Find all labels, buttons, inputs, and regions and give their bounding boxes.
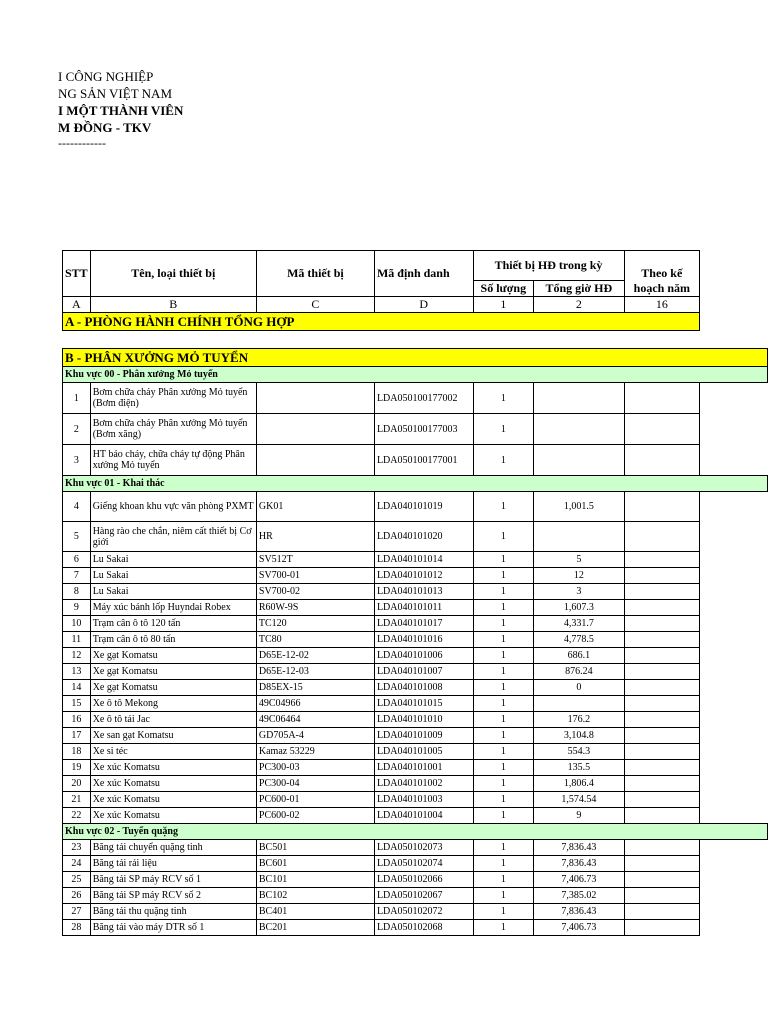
zone-02-row	[63, 824, 768, 840]
section-a-row	[63, 313, 768, 331]
zone-00-body	[63, 383, 768, 476]
cell-qty: 1	[473, 552, 534, 568]
cell-hours: 1,607.3	[534, 600, 624, 616]
cell-code: BC201	[256, 920, 374, 936]
table-row	[63, 872, 768, 888]
table-row	[63, 776, 768, 792]
table-row	[63, 616, 768, 632]
table-row	[63, 584, 768, 600]
cell-stt: 28	[63, 920, 91, 936]
cell-id: LDA040101008	[374, 680, 473, 696]
cell-hours: 12	[534, 568, 624, 584]
table-row	[63, 712, 768, 728]
cell-hours: 876.24	[534, 664, 624, 680]
cell-code: PC600-01	[256, 792, 374, 808]
cell-id: LDA040101017	[374, 616, 473, 632]
cell-name: Giếng khoan khu vực văn phòng PXMT	[90, 492, 256, 522]
org-separator: ------------	[58, 136, 106, 150]
cell-hours: 4,331.7	[534, 616, 624, 632]
cell-plan	[624, 888, 700, 904]
cell-plan	[624, 664, 700, 680]
cell-plan	[624, 920, 700, 936]
header-code: Mã thiết bị	[256, 251, 374, 297]
cell-name: Xe xúc Komatsu	[90, 792, 256, 808]
cell-code: D65E-12-02	[256, 648, 374, 664]
cell-hours	[534, 522, 624, 552]
cell-name: Hàng rào che chắn, niêm cất thiết bị Cơ giới	[90, 522, 256, 552]
cell-qty: 1	[473, 696, 534, 712]
cell-outside	[700, 744, 768, 760]
cell-stt: 18	[63, 744, 91, 760]
spacer-cell	[63, 331, 768, 349]
cell-hours: 9	[534, 808, 624, 824]
cell-plan	[624, 383, 700, 414]
cell-outside	[700, 584, 768, 600]
cell-hours	[534, 696, 624, 712]
cell-stt: 19	[63, 760, 91, 776]
cell-plan	[624, 728, 700, 744]
cell-qty: 1	[473, 776, 534, 792]
cell-plan	[624, 776, 700, 792]
cell-hours: 1,001.5	[534, 492, 624, 522]
cell-stt: 14	[63, 680, 91, 696]
table-row	[63, 792, 768, 808]
header-id: Mã định danh	[374, 251, 473, 297]
cell-id: LDA040101019	[374, 492, 473, 522]
letter-c: C	[256, 297, 374, 313]
table-row	[63, 492, 768, 522]
cell-stt: 17	[63, 728, 91, 744]
cell-hours: 7,385.02	[534, 888, 624, 904]
cell-name: Băng tải vào máy DTR số 1	[90, 920, 256, 936]
cell-code: BC401	[256, 904, 374, 920]
cell-name: Băng tải SP máy RCV số 1	[90, 872, 256, 888]
cell-name: Bơm chữa cháy Phân xưởng Mỏ tuyển (Bơm điện)	[90, 383, 256, 414]
cell-outside	[700, 664, 768, 680]
cell-id: LDA040101007	[374, 664, 473, 680]
header-outside	[700, 266, 768, 281]
cell-qty: 1	[473, 920, 534, 936]
cell-outside	[700, 728, 768, 744]
cell-outside	[700, 600, 768, 616]
cell-plan	[624, 445, 700, 476]
cell-qty: 1	[473, 584, 534, 600]
cell-code: TC80	[256, 632, 374, 648]
cell-qty: 1	[473, 792, 534, 808]
cell-outside	[700, 808, 768, 824]
table-row	[63, 888, 768, 904]
cell-name: Xe xúc Komatsu	[90, 776, 256, 792]
cell-name: Lu Sakai	[90, 568, 256, 584]
cell-id: LDA050100177003	[374, 414, 473, 445]
table-row	[63, 568, 768, 584]
cell-id: LDA050100177002	[374, 383, 473, 414]
table-row	[63, 632, 768, 648]
cell-stt: 27	[63, 904, 91, 920]
table-row	[63, 760, 768, 776]
cell-id: LDA050100177001	[374, 445, 473, 476]
cell-code: PC300-03	[256, 760, 374, 776]
cell-id: LDA040101006	[374, 648, 473, 664]
table-row	[63, 840, 768, 856]
cell-plan	[624, 492, 700, 522]
letter-a: A	[63, 297, 91, 313]
cell-stt: 10	[63, 616, 91, 632]
cell-stt: 23	[63, 840, 91, 856]
cell-id: LDA050102067	[374, 888, 473, 904]
cell-id: LDA040101001	[374, 760, 473, 776]
cell-id: LDA050102068	[374, 920, 473, 936]
cell-stt: 4	[63, 492, 91, 522]
cell-code: BC101	[256, 872, 374, 888]
equipment-sheet	[62, 250, 768, 936]
cell-name: Xe xúc Komatsu	[90, 808, 256, 824]
section-b-row	[63, 349, 768, 367]
cell-qty: 1	[473, 904, 534, 920]
table-row	[63, 552, 768, 568]
cell-code: Kamaz 53229	[256, 744, 374, 760]
cell-name: Xe gạt Komatsu	[90, 648, 256, 664]
cell-hours	[534, 383, 624, 414]
cell-hours: 135.5	[534, 760, 624, 776]
cell-hours: 686.1	[534, 648, 624, 664]
cell-plan	[624, 744, 700, 760]
cell-plan	[624, 414, 700, 445]
header-active-group: Thiết bị HĐ trong kỳ	[473, 251, 624, 281]
cell-plan	[624, 648, 700, 664]
cell-plan	[624, 584, 700, 600]
cell-outside	[700, 872, 768, 888]
cell-name: Xe ô tô Mekong	[90, 696, 256, 712]
cell-qty: 1	[473, 664, 534, 680]
cell-code: R60W-9S	[256, 600, 374, 616]
cell-stt: 1	[63, 383, 91, 414]
header-name: Tên, loại thiết bị	[90, 251, 256, 297]
zone-01-body	[63, 492, 768, 824]
header-qty: Số lượng	[473, 281, 534, 297]
cell-plan	[624, 680, 700, 696]
cell-stt: 25	[63, 872, 91, 888]
cell-qty: 1	[473, 648, 534, 664]
cell-name: Máy xúc bánh lốp Huyndai Robex	[90, 600, 256, 616]
org-line-2: NG SẢN VIỆT NAM	[58, 86, 172, 101]
cell-id: LDA040101011	[374, 600, 473, 616]
cell-code	[256, 383, 374, 414]
table-header-row-1	[63, 251, 768, 266]
cell-stt: 6	[63, 552, 91, 568]
cell-plan	[624, 856, 700, 872]
cell-outside	[700, 712, 768, 728]
cell-id: LDA040101012	[374, 568, 473, 584]
cell-stt: 13	[63, 664, 91, 680]
table-row	[63, 744, 768, 760]
cell-qty: 1	[473, 808, 534, 824]
cell-plan	[624, 840, 700, 856]
cell-stt: 8	[63, 584, 91, 600]
section-a-title: A - PHÒNG HÀNH CHÍNH TỔNG HỢP	[63, 313, 700, 331]
table-row	[63, 648, 768, 664]
table-row	[63, 664, 768, 680]
cell-qty: 1	[473, 414, 534, 445]
equipment-table	[62, 250, 768, 936]
cell-qty: 1	[473, 856, 534, 872]
cell-stt: 24	[63, 856, 91, 872]
cell-hours: 7,836.43	[534, 904, 624, 920]
cell-outside	[700, 414, 768, 445]
cell-outside	[700, 297, 768, 313]
cell-hours: 5	[534, 552, 624, 568]
cell-outside	[700, 792, 768, 808]
cell-id: LDA050102066	[374, 872, 473, 888]
table-row	[63, 445, 768, 476]
cell-code: BC102	[256, 888, 374, 904]
cell-stt: 7	[63, 568, 91, 584]
zone-01-row	[63, 476, 768, 492]
cell-plan	[624, 552, 700, 568]
cell-code: BC601	[256, 856, 374, 872]
letter-1: 1	[473, 297, 534, 313]
cell-stt: 3	[63, 445, 91, 476]
organization-header	[58, 68, 183, 150]
cell-stt: 11	[63, 632, 91, 648]
cell-hours: 4,778.5	[534, 632, 624, 648]
cell-hours: 7,406.73	[534, 872, 624, 888]
cell-hours: 176.2	[534, 712, 624, 728]
cell-outside	[700, 680, 768, 696]
cell-stt: 16	[63, 712, 91, 728]
cell-plan	[624, 808, 700, 824]
cell-code: GD705A-4	[256, 728, 374, 744]
letter-2: 2	[534, 297, 624, 313]
zone-02-title: Khu vực 02 - Tuyển quặng	[63, 824, 768, 840]
cell-name: Lu Sakai	[90, 584, 256, 600]
cell-qty: 1	[473, 680, 534, 696]
table-row	[63, 680, 768, 696]
cell-outside	[700, 616, 768, 632]
cell-hours: 7,836.43	[534, 840, 624, 856]
table-row	[63, 920, 768, 936]
cell-name: Xe gạt Komatsu	[90, 664, 256, 680]
cell-outside	[700, 888, 768, 904]
cell-plan	[624, 600, 700, 616]
cell-stt: 26	[63, 888, 91, 904]
cell-outside	[700, 552, 768, 568]
table-row	[63, 856, 768, 872]
column-letters-row	[63, 297, 768, 313]
cell-stt: 21	[63, 792, 91, 808]
cell-code	[256, 445, 374, 476]
cell-qty: 1	[473, 568, 534, 584]
cell-qty: 1	[473, 616, 534, 632]
cell-outside	[700, 648, 768, 664]
letter-b: B	[90, 297, 256, 313]
cell-id: LDA040101009	[374, 728, 473, 744]
zone-02-body	[63, 840, 768, 936]
cell-name: Trạm cân ô tô 120 tấn	[90, 616, 256, 632]
cell-stt: 15	[63, 696, 91, 712]
table-row	[63, 728, 768, 744]
cell-id: LDA040101005	[374, 744, 473, 760]
cell-stt: 12	[63, 648, 91, 664]
header-hours: Tổng giờ HĐ	[534, 281, 624, 297]
cell-plan	[624, 568, 700, 584]
cell-qty: 1	[473, 383, 534, 414]
cell-code: GK01	[256, 492, 374, 522]
cell-qty: 1	[473, 872, 534, 888]
cell-hours: 0	[534, 680, 624, 696]
cell-hours: 7,406.73	[534, 920, 624, 936]
cell-id: LDA040101013	[374, 584, 473, 600]
table-row	[63, 904, 768, 920]
zone-00-title: Khu vực 00 - Phân xưởng Mỏ tuyển	[63, 367, 768, 383]
cell-code: PC300-04	[256, 776, 374, 792]
cell-qty: 1	[473, 728, 534, 744]
cell-id: LDA040101014	[374, 552, 473, 568]
cell-qty: 1	[473, 888, 534, 904]
cell-code: HR	[256, 522, 374, 552]
cell-stt: 22	[63, 808, 91, 824]
cell-plan	[624, 696, 700, 712]
cell-id: LDA050102074	[374, 856, 473, 872]
cell-plan	[624, 792, 700, 808]
cell-hours: 1,574.54	[534, 792, 624, 808]
cell-name: HT báo cháy, chữa cháy tự động Phân xưởng Mỏ tuyển	[90, 445, 256, 476]
header-outside	[700, 281, 768, 297]
cell-outside	[700, 632, 768, 648]
table-row	[63, 383, 768, 414]
header-stt: STT	[63, 251, 91, 297]
cell-id: LDA040101003	[374, 792, 473, 808]
spacer-row	[63, 331, 768, 349]
cell-id: LDA040101004	[374, 808, 473, 824]
cell-code	[256, 414, 374, 445]
header-outside	[700, 251, 768, 266]
cell-qty: 1	[473, 760, 534, 776]
cell-id: LDA040101020	[374, 522, 473, 552]
cell-hours: 3,104.8	[534, 728, 624, 744]
cell-outside	[700, 776, 768, 792]
cell-plan	[624, 616, 700, 632]
cell-name: Xe san gạt Komatsu	[90, 728, 256, 744]
cell-stt: 5	[63, 522, 91, 552]
cell-name: Xe gạt Komatsu	[90, 680, 256, 696]
cell-name: Lu Sakai	[90, 552, 256, 568]
cell-id: LDA050102072	[374, 904, 473, 920]
cell-outside	[700, 904, 768, 920]
cell-hours: 3	[534, 584, 624, 600]
org-line-3: I MỘT THÀNH VIÊN	[58, 103, 184, 118]
cell-name: Băng tải SP máy RCV số 2	[90, 888, 256, 904]
cell-plan	[624, 712, 700, 728]
org-line-1: I CÔNG NGHIỆP	[58, 69, 154, 84]
cell-name: Xe si téc	[90, 744, 256, 760]
cell-id: LDA040101010	[374, 712, 473, 728]
cell-outside	[700, 568, 768, 584]
cell-plan	[624, 522, 700, 552]
letter-16: 16	[624, 297, 700, 313]
cell-outside	[700, 920, 768, 936]
table-row	[63, 600, 768, 616]
cell-code: TC120	[256, 616, 374, 632]
cell-outside	[700, 522, 768, 552]
table-row	[63, 522, 768, 552]
cell-code: BC501	[256, 840, 374, 856]
cell-code: 49C04966	[256, 696, 374, 712]
cell-code: PC600-02	[256, 808, 374, 824]
cell-name: Băng tải rải liệu	[90, 856, 256, 872]
cell-code: SV700-01	[256, 568, 374, 584]
cell-id: LDA040101016	[374, 632, 473, 648]
cell-outside	[700, 856, 768, 872]
cell-hours: 7,836.43	[534, 856, 624, 872]
cell-stt: 9	[63, 600, 91, 616]
cell-name: Băng tải thu quặng tinh	[90, 904, 256, 920]
cell-outside	[700, 492, 768, 522]
cell-qty: 1	[473, 840, 534, 856]
cell-outside	[700, 760, 768, 776]
table-row	[63, 696, 768, 712]
header-plan: Theo kế hoạch năm	[624, 266, 700, 297]
zone-00-row	[63, 367, 768, 383]
header-plan-top	[624, 251, 700, 266]
cell-qty: 1	[473, 744, 534, 760]
cell-name: Băng tải chuyển quặng tinh	[90, 840, 256, 856]
table-row	[63, 808, 768, 824]
cell-hours	[534, 445, 624, 476]
cell-qty: 1	[473, 600, 534, 616]
cell-qty: 1	[473, 712, 534, 728]
cell-name: Trạm cân ô tô 80 tấn	[90, 632, 256, 648]
cell-name: Xe xúc Komatsu	[90, 760, 256, 776]
cell-qty: 1	[473, 445, 534, 476]
cell-code: D65E-12-03	[256, 664, 374, 680]
cell-id: LDA050102073	[374, 840, 473, 856]
org-line-4: M ĐỒNG - TKV	[58, 120, 152, 135]
cell-stt: 2	[63, 414, 91, 445]
table-row	[63, 414, 768, 445]
cell-code: SV512T	[256, 552, 374, 568]
cell-outside	[700, 383, 768, 414]
cell-plan	[624, 632, 700, 648]
cell-name: Bơm chữa cháy Phân xưởng Mỏ tuyển (Bơm xăng)	[90, 414, 256, 445]
cell-name: Xe ô tô tải Jac	[90, 712, 256, 728]
cell-outside	[700, 696, 768, 712]
letter-d: D	[374, 297, 473, 313]
cell-id: LDA040101002	[374, 776, 473, 792]
cell-code: D85EX-15	[256, 680, 374, 696]
cell-qty: 1	[473, 632, 534, 648]
cell-outside	[700, 840, 768, 856]
cell-stt: 20	[63, 776, 91, 792]
cell-plan	[624, 872, 700, 888]
cell-code: SV700-02	[256, 584, 374, 600]
cell-hours: 1,806.4	[534, 776, 624, 792]
cell-id: LDA040101015	[374, 696, 473, 712]
cell-qty: 1	[473, 492, 534, 522]
cell-outside	[700, 313, 768, 331]
zone-01-title: Khu vực 01 - Khai thác	[63, 476, 768, 492]
cell-outside	[700, 445, 768, 476]
cell-qty: 1	[473, 522, 534, 552]
section-b-title: B - PHÂN XƯỞNG MỎ TUYỂN	[63, 349, 768, 367]
cell-code: 49C06464	[256, 712, 374, 728]
cell-hours: 554.3	[534, 744, 624, 760]
cell-hours	[534, 414, 624, 445]
cell-plan	[624, 760, 700, 776]
cell-plan	[624, 904, 700, 920]
